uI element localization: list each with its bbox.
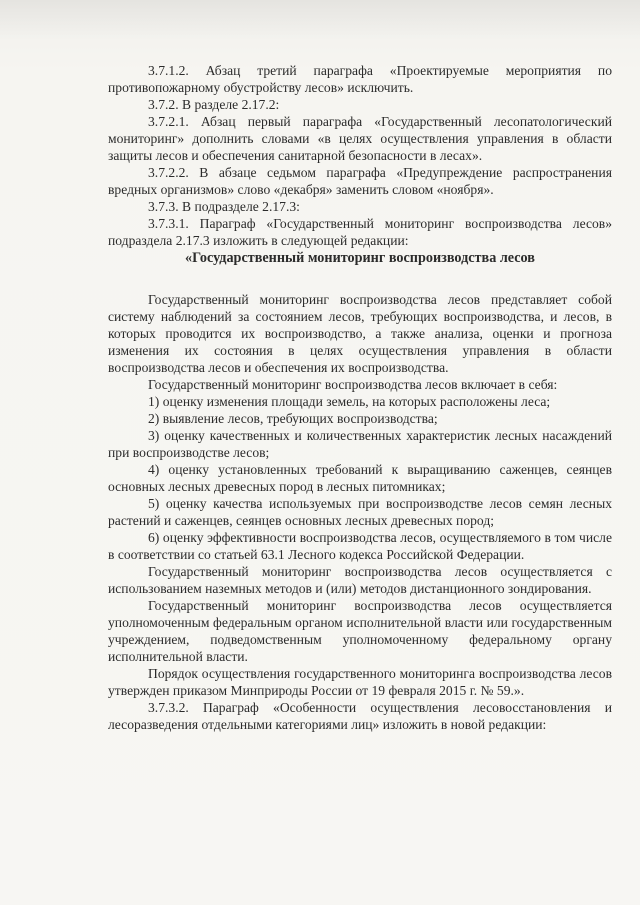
paragraph-3-7-2: 3.7.2. В разделе 2.17.2:: [148, 97, 280, 112]
section-title: «Государственный мониторинг воспроизводства лесов: [185, 250, 535, 266]
paragraph-3-7-3-1: 3.7.3.1. Параграф «Государственный мониторинг воспроизводства лесов» подраздела 2.17.3 изложить в следующей редакции:: [108, 216, 612, 248]
body-paragraph: Порядок осуществления государственного мониторинга воспроизводства лесов утвержден приказом Минприроды России от 19 февраля 2015 г. № 59.».: [108, 666, 612, 698]
paragraph-3-7-2-1: 3.7.2.1. Абзац первый параграфа «Государственный лесопатологический мониторинг» дополнить словами «в целях осуществления управления в области защиты лесов и обеспечения санитарной безопасности в лесах».: [108, 114, 612, 163]
paragraph-3-7-2-2: 3.7.2.2. В абзаце седьмом параграфа «Предупреждение распространения вредных организмов» слово «декабря» заменить словом «ноября».: [108, 165, 612, 197]
paragraph-3-7-1-2: 3.7.1.2. Абзац третий параграфа «Проектируемые мероприятия по противопожарному обустройству лесов» исключить.: [108, 63, 612, 95]
list-item: 6) оценку эффективности воспроизводства лесов, осуществляемого в том числе в соответствии со статьей 63.1 Лесного кодекса Российской Федерации.: [108, 530, 612, 562]
body-paragraph: Государственный мониторинг воспроизводства лесов осуществляется с использованием наземных методов и (или) методов дистанционного зондирования.: [108, 564, 612, 596]
body-paragraph: Государственный мониторинг воспроизводства лесов осуществляется уполномоченным федеральным органом исполнительной власти или государственным учреждением, подведомственным уполномоченному федеральному органу исполнительной власти.: [108, 598, 612, 664]
list-item: 1) оценку изменения площади земель, на которых расположены леса;: [148, 394, 551, 409]
body-paragraph: Государственный мониторинг воспроизводства лесов представляет собой систему наблюдений за состоянием лесов, требующих воспроизводства, и лесов, в которых проводится их воспроизводство, а также анализа, оценки и прогноза изменения их состояния в целях осуществления управления в области воспроизводства лесов и обеспечения их воспроизводства.: [108, 292, 612, 375]
list-item: 4) оценку установленных требований к выращиванию саженцев, сеянцев основных лесных древесных пород в лесных питомниках;: [108, 462, 612, 494]
list-item: 2) выявление лесов, требующих воспроизводства;: [148, 411, 438, 426]
document-text: [108, 62, 612, 733]
paragraph-3-7-3: 3.7.3. В подразделе 2.17.3:: [148, 199, 300, 214]
paragraph-3-7-3-2: 3.7.3.2. Параграф «Особенности осуществления лесовосстановления и лесоразведения отдельными категориями лиц» изложить в новой редакции:: [108, 700, 612, 732]
body-paragraph: Государственный мониторинг воспроизводства лесов включает в себя:: [148, 377, 558, 392]
list-item: 3) оценку качественных и количественных характеристик лесных насаждений при воспроизводстве лесов;: [108, 428, 612, 460]
scan-shadow: [0, 0, 640, 40]
list-item: 5) оценку качества используемых при воспроизводстве лесов семян лесных растений и саженцев, сеянцев основных лесных древесных пород;: [108, 496, 612, 528]
